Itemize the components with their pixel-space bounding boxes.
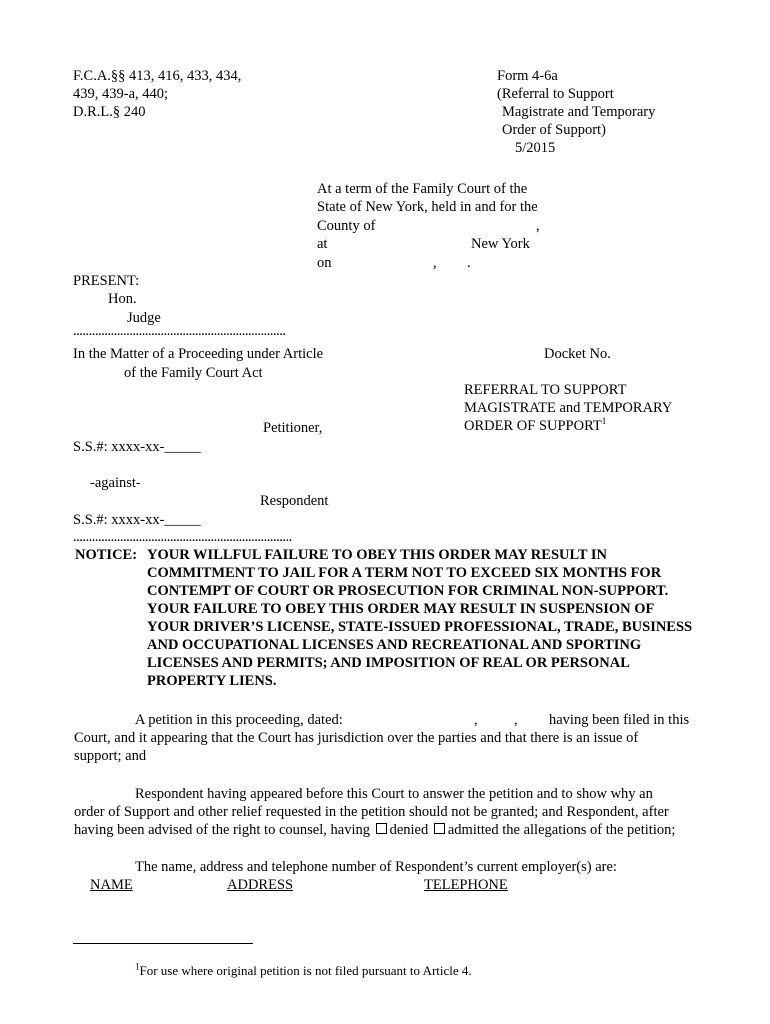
petition-filed-text: having been filed in this [549,712,690,728]
denied-checkbox[interactable] [376,823,387,834]
petition-date-comma: , [514,712,518,728]
court-term-line: At a term of the Family Court of the [317,181,528,197]
docket-label: Docket No. [544,346,611,362]
county-comma: , [536,218,540,234]
on-label: on [317,255,332,271]
matter-line: of the Family Court Act [124,365,263,381]
notice-line: YOUR WILLFUL FAILURE TO OBEY THIS ORDER MAY RESULT IN [147,547,607,563]
title-line: REFERRAL TO SUPPORT [464,382,627,398]
petitioner-ssn [73,438,201,456]
form-line: Form 4-6a [497,68,558,84]
on-comma: , [433,255,437,271]
paragraph-line: order of Support and other relief requested in the petition should not be granted; and Respondent, after [74,804,669,820]
paragraph-line [74,821,675,839]
column-header-telephone: TELEPHONE [424,877,508,893]
admitted-checkbox[interactable] [434,823,445,834]
form-date: 5/2015 [515,140,556,156]
statute-line: D.R.L.§ 240 [73,104,146,120]
column-header-address: ADDRESS [227,877,294,893]
notice-line: PROPERTY LIENS. [147,673,277,689]
counsel-text: having been advised of the right to counsel, having [74,822,370,838]
paragraph-line: Court, and it appearing that the Court has jurisdiction over the parties and that there is an issue of [74,730,639,746]
form-line: Magistrate and Temporary [502,104,656,120]
title-line [464,417,672,435]
statute-citation [73,67,241,121]
admitted-label: admitted the allegations of the petition; [447,822,676,838]
title-line-text: ORDER OF SUPPORT [464,418,602,434]
notice-line: YOUR FAILURE TO OBEY THIS ORDER MAY RESULT IN SUSPENSION OF [147,601,655,617]
employer-intro: The name, address and telephone number of Respondent’s current employer(s) are: [135,859,617,875]
hon-label: Hon. [108,291,137,307]
ssn-blank: _____ [164,439,201,455]
footnote-rule [73,943,253,944]
caption-divider-top: .................................................................... [73,323,286,339]
notice-line: CONTEMPT OF COURT OR PROSECUTION FOR CRIMINAL NON-SUPPORT. [147,583,669,599]
notice-line: LICENSES AND PERMITS; AND IMPOSITION OF REAL OR PERSONAL [147,655,630,671]
form-line: (Referral to Support [497,86,614,102]
footnote-text: For use where original petition is not filed pursuant to Article 4. [139,963,472,978]
petitioner-label: Petitioner, [263,420,323,436]
document-title [464,381,672,435]
petition-date-comma: , [474,712,478,728]
matter-line: In the Matter of a Proceeding under Article [73,346,324,362]
notice-line: YOUR DRIVER’S LICENSE, STATE-ISSUED PROFESSIONAL, TRADE, BUSINESS [147,619,693,635]
ssn-blank: _____ [164,512,201,528]
against-label: -against- [90,475,141,491]
at-label: at [317,236,328,252]
form-line: Order of Support) [502,122,606,138]
notice-text [147,546,692,690]
ssn-label: S.S.#: xxxx-xx- [73,512,165,528]
court-term-block [317,180,538,216]
judge-label: Judge [127,310,161,326]
county-label: County of [317,218,376,234]
form-identifier [497,67,655,157]
statute-line: F.C.A.§§ 413, 416, 433, 434, [73,68,242,84]
statute-line: 439, 439-a, 440; [73,86,169,102]
footnote-reference: 1 [601,416,607,427]
petition-date-lead: A petition in this proceeding, dated: [135,712,343,728]
on-period: . [467,255,471,271]
footnote-mark: 1 [135,961,140,972]
footnote [135,962,472,980]
respondent-ssn [73,511,201,529]
respondent-label: Respondent [260,493,329,509]
present-label: PRESENT: [73,273,140,289]
ssn-label: S.S.#: xxxx-xx- [73,439,165,455]
notice-line: AND OCCUPATIONAL LICENSES AND RECREATIONAL AND SPORTING [147,637,642,653]
court-term-line: State of New York, held in and for the [317,199,538,215]
paragraph-line: Respondent having appeared before this Court to answer the petition and to show why an [135,786,653,802]
state-name: New York [471,236,530,252]
column-header-name: NAME [90,877,133,893]
denied-label: denied [389,822,429,838]
notice-label: NOTICE: [75,547,138,563]
paragraph-line: support; and [74,748,147,764]
notice-line: COMMITMENT TO JAIL FOR A TERM NOT TO EXCEED SIX MONTHS FOR [147,565,662,581]
caption-divider-bottom: ...................................................................... [73,529,292,545]
title-line: MAGISTRATE and TEMPORARY [464,400,673,416]
